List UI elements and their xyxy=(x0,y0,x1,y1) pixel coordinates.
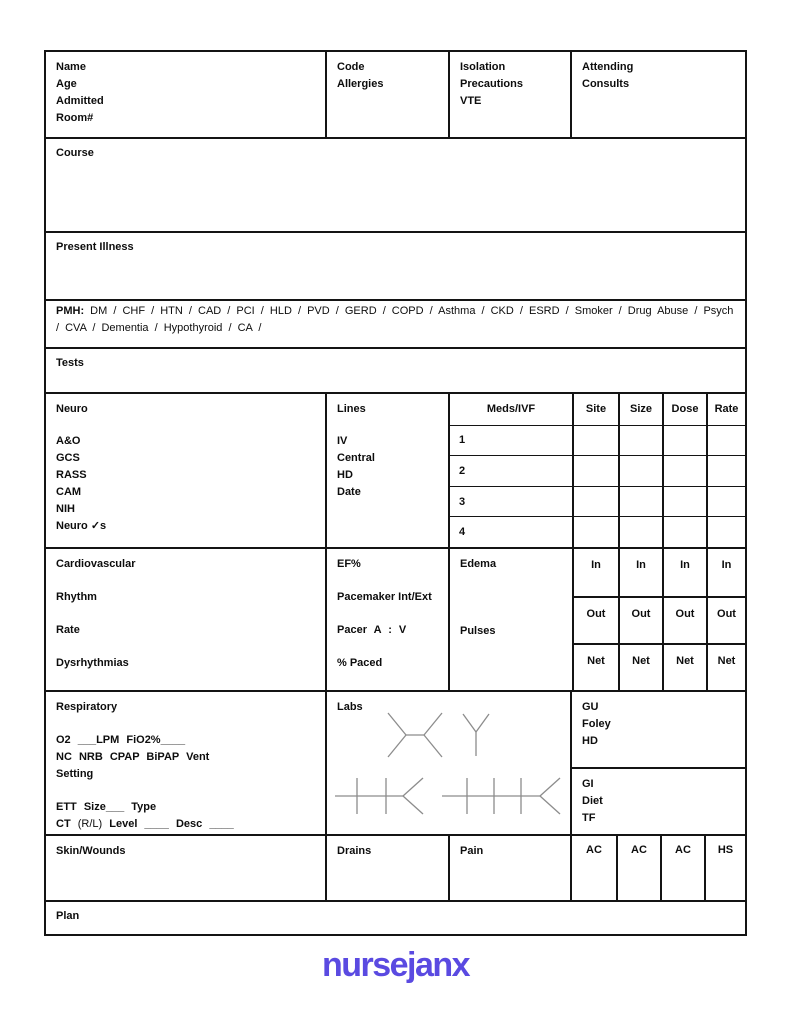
drains-label: Drains xyxy=(337,845,372,857)
meds-cell-blank xyxy=(662,455,706,486)
net-cell: Net xyxy=(618,643,662,690)
net-cell: Net xyxy=(572,643,618,690)
edema-label: Edema xyxy=(460,558,497,570)
lines-label: Lines xyxy=(337,403,366,415)
meds-cell-blank xyxy=(618,455,662,486)
ct-label: CT xyxy=(56,818,71,830)
diet-label: Diet xyxy=(582,795,603,807)
gi-cell xyxy=(572,767,745,834)
gu-cell xyxy=(572,692,745,767)
respiratory-label: Respiratory xyxy=(56,701,118,713)
skin-row xyxy=(46,834,745,900)
meds-ivf-table xyxy=(448,394,745,547)
pacer-av-label: Pacer A : V xyxy=(337,624,407,636)
y-fishbone-icon xyxy=(463,714,489,756)
pacemaker-label: Pacemaker Int/Ext xyxy=(337,591,432,603)
meds-ivf-header: Meds/IVF xyxy=(486,403,536,416)
tests-row xyxy=(46,347,745,392)
schedule-ac-cell: AC xyxy=(616,836,660,900)
oxygen-modes-line: NC NRB CPAP BiPAP Vent xyxy=(56,751,210,763)
tf-label: TF xyxy=(582,812,596,824)
gi-label: GI xyxy=(582,778,594,790)
nursejanx-logo: nursejanx xyxy=(321,946,470,984)
pmh-label: PMH: xyxy=(56,305,85,317)
pmh-items: DM / CHF / HTN / CAD / PCI / HLD / PVD / GERD / COPD / Asthma / CKD / ESRD / Smoker / Drug Abuse / Psych / CVA / Dementia / Hypothyroid / CA / xyxy=(56,305,734,334)
net-cell: Net xyxy=(662,643,706,690)
meds-cell-blank xyxy=(618,516,662,547)
meds-cell-blank xyxy=(572,455,618,486)
plan-row xyxy=(46,900,745,934)
ct-level-desc: Level ____ Desc ____ xyxy=(109,818,234,830)
code-allergies-cell xyxy=(325,52,448,137)
in-cell: In xyxy=(706,549,745,596)
ef-label: EF% xyxy=(337,558,361,570)
meds-cell-blank xyxy=(572,516,618,547)
meds-cell-blank xyxy=(618,486,662,517)
meds-cell-blank xyxy=(662,516,706,547)
isolation-label: Isolation xyxy=(460,61,506,73)
skin-wounds-label: Skin/Wounds xyxy=(56,845,126,857)
ct-line xyxy=(56,816,315,833)
pain-cell xyxy=(448,836,570,900)
patient-info-cell xyxy=(46,52,325,137)
lines-item-date: Date xyxy=(337,486,361,498)
vte-label: VTE xyxy=(460,95,482,107)
intake-output-table xyxy=(448,549,745,690)
precautions-label: Precautions xyxy=(460,78,523,90)
gu-gi-cell xyxy=(570,692,745,834)
lines-item-central: Central xyxy=(337,452,375,464)
edema-pulses-cell xyxy=(450,549,572,690)
ett-line: ETT Size___ Type xyxy=(56,801,157,813)
admitted-label: Admitted xyxy=(56,95,104,107)
schedule-hs-cell: HS xyxy=(704,836,745,900)
course-row xyxy=(46,137,745,231)
meds-cell-blank xyxy=(572,425,618,456)
labs-fishbone-diagrams xyxy=(327,692,570,832)
extended-bmp-fishbone-icon xyxy=(442,778,560,814)
in-cell: In xyxy=(572,549,618,596)
allergies-label: Allergies xyxy=(337,78,384,90)
attending-label: Attending xyxy=(582,61,634,73)
cardiovascular-label: Cardiovascular xyxy=(56,558,136,570)
neuro-item-gcs: GCS xyxy=(56,452,80,464)
out-cell: Out xyxy=(706,596,745,643)
skin-wounds-cell xyxy=(46,836,325,900)
setting-label: Setting xyxy=(56,768,94,780)
meds-row-4: 4 xyxy=(450,516,572,547)
meds-row-3: 3 xyxy=(450,486,572,517)
present-illness-row xyxy=(46,231,745,299)
attending-cell xyxy=(570,52,745,137)
respiratory-cell xyxy=(46,692,325,834)
pmh-text xyxy=(46,301,745,347)
present-illness-label: Present Illness xyxy=(56,241,134,253)
neuro-item-checks: Neuro ✓s xyxy=(56,520,107,532)
respiratory-row xyxy=(46,690,745,834)
labs-cell xyxy=(325,692,570,834)
consults-label: Consults xyxy=(582,78,630,90)
meds-cell-blank xyxy=(662,486,706,517)
hd-label: HD xyxy=(582,735,598,747)
meds-cell-blank xyxy=(706,516,745,547)
pulses-label: Pulses xyxy=(460,625,496,637)
meds-cell-blank xyxy=(706,486,745,517)
dysrhythmias-label: Dysrhythmias xyxy=(56,657,129,669)
meds-cell-blank xyxy=(662,425,706,456)
schedule-ac-cell: AC xyxy=(660,836,704,900)
cardio-row xyxy=(46,547,745,690)
code-label: Code xyxy=(337,61,365,73)
meds-col-size: Size xyxy=(618,394,662,425)
schedule-ac-cell: AC xyxy=(570,836,616,900)
o2-line: O2 ___LPM FiO2%____ xyxy=(56,734,186,746)
lines-item-hd: HD xyxy=(337,469,353,481)
neuro-cell xyxy=(46,394,325,547)
pain-label: Pain xyxy=(460,845,484,857)
isolation-cell xyxy=(448,52,570,137)
header-row xyxy=(46,52,745,137)
tests-label: Tests xyxy=(56,357,84,369)
plan-label: Plan xyxy=(56,910,80,922)
in-cell: In xyxy=(618,549,662,596)
meds-col-rate: Rate xyxy=(706,394,745,425)
cbc-fishbone-icon xyxy=(388,713,442,757)
report-sheet xyxy=(44,50,747,936)
neuro-item-nih: NIH xyxy=(56,503,75,515)
labs-label: Labs xyxy=(337,701,363,713)
foley-label: Foley xyxy=(582,718,611,730)
meds-col-dose: Dose xyxy=(662,394,706,425)
in-cell: In xyxy=(662,549,706,596)
neuro-label: Neuro xyxy=(56,403,88,415)
cardiovascular-cell xyxy=(46,549,325,690)
meds-row-1: 1 xyxy=(450,425,572,456)
percent-paced-label: % Paced xyxy=(337,657,383,669)
neuro-row xyxy=(46,392,745,547)
name-label: Name xyxy=(56,61,86,73)
cardiac-device-cell xyxy=(325,549,448,690)
drains-cell xyxy=(325,836,448,900)
ct-rl-label: (R/L) xyxy=(77,818,103,830)
age-label: Age xyxy=(56,78,77,90)
meds-col-site: Site xyxy=(572,394,618,425)
neuro-item-cam: CAM xyxy=(56,486,82,498)
meds-cell-blank xyxy=(618,425,662,456)
gu-label: GU xyxy=(582,701,599,713)
out-cell: Out xyxy=(662,596,706,643)
bmp-fishbone-icon xyxy=(335,778,423,814)
rhythm-label: Rhythm xyxy=(56,591,97,603)
out-cell: Out xyxy=(618,596,662,643)
out-cell: Out xyxy=(572,596,618,643)
neuro-item-rass: RASS xyxy=(56,469,87,481)
meds-row-2: 2 xyxy=(450,455,572,486)
course-label: Course xyxy=(56,147,94,159)
lines-cell xyxy=(325,394,448,547)
room-label: Room# xyxy=(56,112,94,124)
rate-label: Rate xyxy=(56,624,80,636)
lines-item-iv: IV xyxy=(337,435,348,447)
net-cell: Net xyxy=(706,643,745,690)
meds-cell-blank xyxy=(572,486,618,517)
meds-cell-blank xyxy=(706,425,745,456)
meds-cell-blank xyxy=(706,455,745,486)
pmh-row xyxy=(46,299,745,347)
neuro-item-ao: A&O xyxy=(56,435,81,447)
